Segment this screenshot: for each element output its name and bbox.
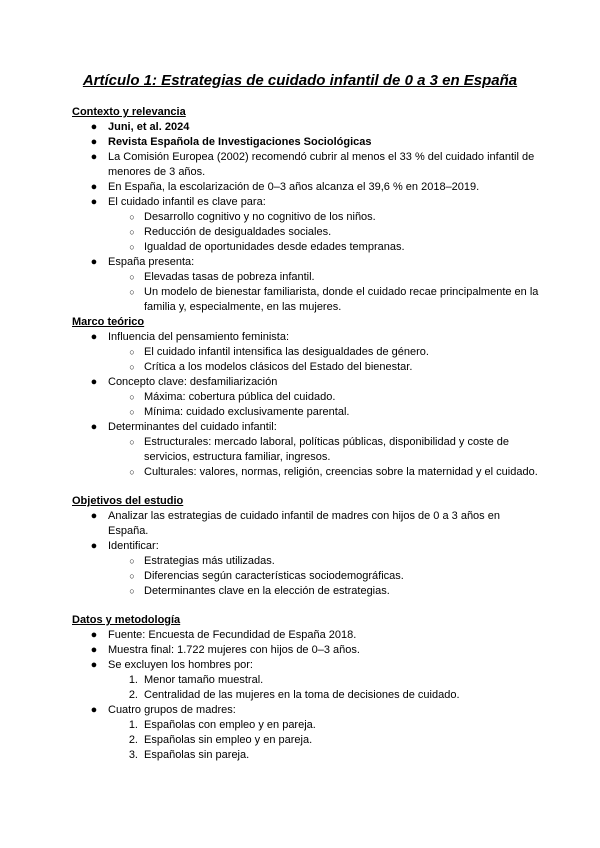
- sub-list: [108, 390, 542, 420]
- sub-list-item: ○ Desarrollo cognitivo y no cognitivo de los niños.: [129, 211, 376, 223]
- sub-list: [108, 345, 542, 375]
- list-item: ● En España, la escolarización de 0–3 años alcanza el 39,6 % en 2018–2019.: [90, 181, 480, 193]
- section-datos: [72, 613, 542, 763]
- sub-list-item: ○ Elevadas tasas de pobreza infantil.: [129, 271, 315, 283]
- sub-list-item: 2. Centralidad de las mujeres en la toma de decisiones de cuidado.: [128, 689, 460, 701]
- section-heading: Objetivos del estudio: [72, 495, 184, 507]
- document-body: [72, 105, 542, 763]
- list-item: ● Concepto clave: desfamiliarización ○ Máxima: cobertura pública del cuidado. ○ Mínima: cuidado exclusivamente parental.: [72, 375, 542, 420]
- list-item: ● La Comisión Europea (2002) recomendó cubrir al menos el 33 % del cuidado infantil de menores de 3 años.: [90, 151, 535, 178]
- numbered-sub-list: [108, 673, 542, 703]
- list-item: ● Se excluyen los hombres por: 1. Menor tamaño muestral. 2. Centralidad de las mujeres en la toma de decisiones de cuidado.: [72, 658, 542, 703]
- sub-list-item: ○ Un modelo de bienestar familiarista, donde el cuidado recae principalmente en la familia y, especialmente, en las mujeres.: [129, 286, 539, 313]
- sub-list: [108, 270, 542, 315]
- sub-list-item: ○ Estrategias más utilizadas.: [129, 555, 275, 567]
- sub-list-item: ○ Crítica a los modelos clásicos del Estado del bienestar.: [129, 361, 413, 373]
- sub-list-item: 1. Menor tamaño muestral.: [128, 674, 264, 686]
- list-item: ● España presenta: ○ Elevadas tasas de pobreza infantil. ○ Un modelo de bienestar familiarista, donde el cuidado recae principalmente en la familia y, especialmente, en las mujeres.: [72, 255, 542, 315]
- section-marco: [72, 315, 542, 480]
- numbered-sub-list: [108, 718, 542, 763]
- list-item: ● Identificar: ○ Estrategias más utilizadas. ○ Diferencias según características sociodemográficas. ○ Determinantes clave en la elección de estrategias.: [72, 539, 542, 599]
- bullet-list: [72, 628, 542, 763]
- sub-list-item: 3. Españolas sin pareja.: [128, 749, 250, 761]
- bullet-list: [72, 120, 542, 315]
- list-item: ● Analizar las estrategias de cuidado infantil de madres con hijos de 0 a 3 años en España.: [90, 510, 500, 537]
- sub-list: [108, 210, 542, 255]
- sub-list-item: ○ Estructurales: mercado laboral, políticas públicas, disponibilidad y coste de servicios, estructura familiar, ingresos.: [129, 436, 510, 463]
- list-item: ● El cuidado infantil es clave para: ○ Desarrollo cognitivo y no cognitivo de los niños. ○ Reducción de desigualdades sociales. ○ Igualdad de oportunidades desde edades tempranas.: [72, 195, 542, 255]
- section-contexto: [72, 105, 542, 315]
- document-title: Artículo 1: Estrategias de cuidado infantil de 0 a 3 en España: [82, 72, 518, 89]
- section-heading: Contexto y relevancia: [72, 106, 186, 118]
- sub-list-item: ○ Reducción de desigualdades sociales.: [129, 226, 332, 238]
- sub-list-item: ○ Determinantes clave en la elección de estrategias.: [129, 585, 390, 597]
- list-item: ● Determinantes del cuidado infantil: ○ Estructurales: mercado laboral, políticas públicas, disponibilidad y coste de servicios, estructura familiar, ingresos. ○ Culturales: valores, normas, religión, creencias sobre la maternidad y el cuidado.: [72, 420, 542, 480]
- section-heading: Marco teórico: [72, 316, 145, 328]
- sub-list-item: 1. Españolas con empleo y en pareja.: [128, 719, 316, 731]
- list-item: ● Influencia del pensamiento feminista: ○ El cuidado infantil intensifica las desigualdades de género. ○ Crítica a los modelos clásicos del Estado del bienestar.: [72, 330, 542, 375]
- sub-list-item: ○ Igualdad de oportunidades desde edades tempranas.: [129, 241, 405, 253]
- section-heading: Datos y metodología: [72, 614, 181, 626]
- sub-list: [108, 435, 542, 480]
- list-item: ● Muestra final: 1.722 mujeres con hijos de 0–3 años.: [90, 644, 360, 656]
- section-objetivos: [72, 494, 542, 599]
- bullet-list: [72, 509, 542, 599]
- list-item: ● Fuente: Encuesta de Fecundidad de España 2018.: [90, 629, 357, 641]
- sub-list-item: ○ Culturales: valores, normas, religión, creencias sobre la maternidad y el cuidado.: [129, 466, 538, 478]
- sub-list-item: 2. Españolas sin empleo y en pareja.: [128, 734, 313, 746]
- sub-list-item: ○ El cuidado infantil intensifica las desigualdades de género.: [129, 346, 429, 358]
- list-item: ● Revista Española de Investigaciones Sociológicas: [90, 136, 372, 148]
- bullet-list: [72, 330, 542, 480]
- sub-list-item: ○ Diferencias según características sociodemográficas.: [129, 570, 404, 582]
- list-item: ● Juni, et al. 2024: [90, 121, 190, 133]
- sub-list-item: ○ Máxima: cobertura pública del cuidado.: [129, 391, 336, 403]
- list-item: ● Cuatro grupos de madres: 1. Españolas con empleo y en pareja. 2. Españolas sin empleo y en pareja. 3. Españolas sin pareja.: [72, 703, 542, 763]
- sub-list: [108, 554, 542, 599]
- sub-list-item: ○ Mínima: cuidado exclusivamente parental.: [129, 406, 350, 418]
